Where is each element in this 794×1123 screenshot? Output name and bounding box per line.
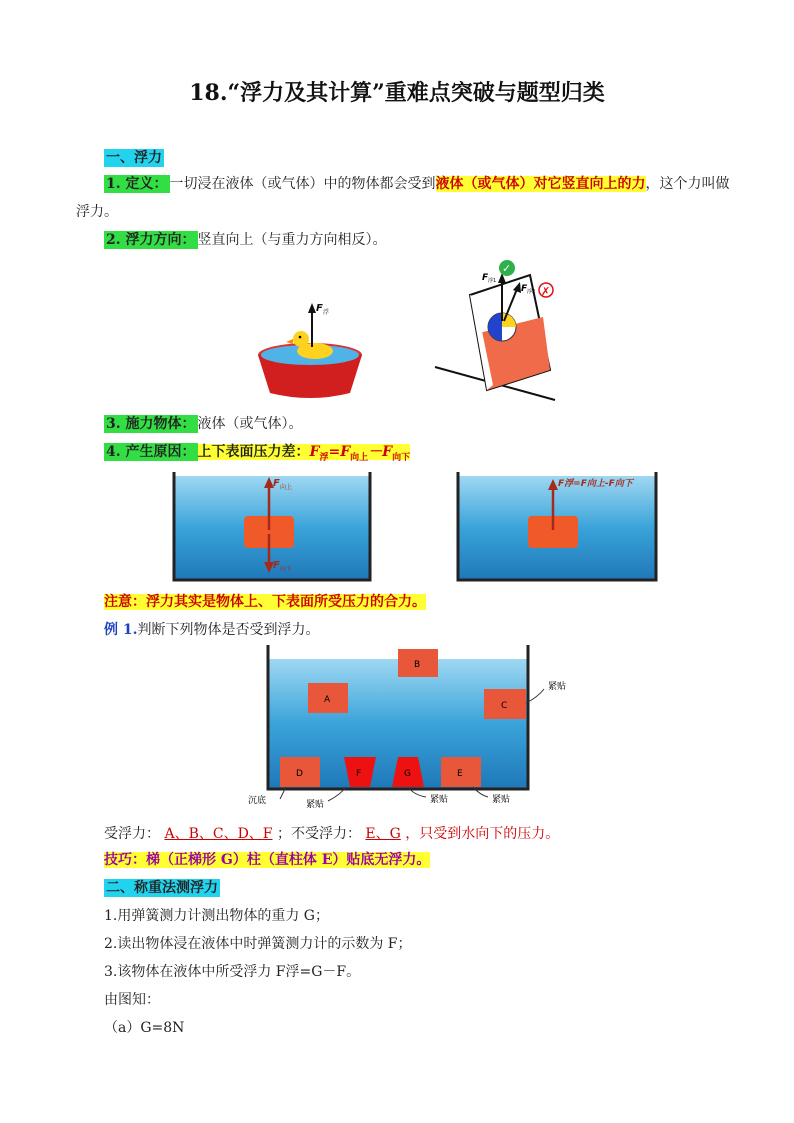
svg-text:C: C (501, 701, 508, 711)
f1-label: F (482, 273, 489, 283)
svg-text:G: G (404, 769, 411, 779)
definition-label: 1. 定义： (106, 176, 168, 192)
page-title: 18.“浮力及其计算”重难点突破与题型归类 (189, 80, 605, 106)
answer-label-2: ；不受浮力： (276, 826, 361, 842)
direction-line (104, 230, 387, 250)
svg-text:E: E (457, 769, 463, 779)
cause-line (104, 442, 410, 468)
note-text: 注意：浮力其实是物体上、下表面所受压力的合力。 (104, 594, 426, 610)
annot-f: 紧贴 (306, 800, 325, 810)
example-1-figure (248, 645, 588, 810)
cause-text: 上下表面压力差： (197, 444, 310, 460)
section-2-heading (104, 878, 220, 898)
force-source-text: 液体（或气体）。 (197, 416, 303, 432)
answer-value-2: E、G (365, 826, 401, 842)
definition-highlight: 液体（或气体）对它竖直向上的力 (435, 176, 646, 192)
section-1-heading (104, 148, 164, 168)
svg-text:✓: ✓ (502, 262, 512, 275)
svg-text:D: D (296, 769, 303, 779)
net-force-formula: F浮=F向上-F向下 (558, 479, 633, 489)
definition-line (104, 174, 730, 194)
annot-d: 沉底 (248, 796, 267, 806)
f2-label: F (521, 284, 528, 294)
answer-label-1: 受浮力： (104, 826, 160, 842)
tip-text: 技巧：梯（正梯形 G）柱（直柱体 E）贴底无浮力。 (104, 852, 431, 868)
definition-text-1: 一切浸在液体（或气体）中的物体都会受到 (169, 176, 436, 192)
cause-label: 4. 产生原因： (106, 444, 196, 460)
svg-text:F: F (356, 769, 362, 779)
f-down-sub: 向下 (280, 566, 293, 573)
f1-sub: 浮1 (488, 278, 497, 284)
annot-e: 紧贴 (492, 795, 511, 805)
direction-text: 竖直向上（与重力方向相反）。 (197, 232, 387, 248)
svg-text:✗: ✗ (541, 285, 551, 298)
cause-formula: $F_浮=F_{向上}-F_{向下}$ (309, 444, 411, 463)
annot-g: 紧贴 (430, 795, 449, 805)
answer-line (104, 824, 559, 844)
section-2-heading-text: 二、称重法测浮力 (106, 880, 218, 896)
svg-text:B: B (414, 660, 421, 670)
step-2: 2.读出物体浸在液体中时弹簧测力计的示数为 F； (104, 936, 412, 952)
f-buoyancy-label: F (316, 303, 323, 314)
direction-label: 2. 浮力方向： (106, 232, 196, 248)
example-1-text: 判断下列物体是否受到浮力。 (137, 622, 320, 638)
note-line (104, 592, 426, 612)
f-buoyancy-sub: 浮 (323, 309, 330, 316)
example-1-line (104, 620, 320, 640)
svg-text:A: A (324, 695, 331, 705)
tip-line (104, 850, 430, 870)
example-1-label: 例 1. (104, 622, 138, 638)
pressure-difference-figure (170, 472, 660, 584)
force-source-label: 3. 施力物体： (106, 416, 196, 432)
section-1-heading-text: 一、浮力 (106, 150, 162, 166)
answer-value-1: A、B、C、D、F (164, 826, 273, 842)
buoyancy-direction-figure (255, 255, 565, 407)
f-up-sub: 向上 (280, 484, 293, 491)
force-source-line (104, 414, 303, 434)
f-down-label: F (273, 560, 280, 571)
item-a: （a）G=8N (104, 1020, 185, 1036)
step-3: 3.该物体在液体中所受浮力 F浮=G－F。 (104, 964, 361, 980)
f-up-label: F (273, 478, 280, 489)
from-figure: 由图知： (104, 992, 160, 1008)
answer-text-3: ，只受到水向下的压力。 (405, 826, 560, 842)
definition-text-2: ，这个力叫做 (645, 176, 730, 192)
step-1: 1.用弹簧测力计测出物体的重力 G； (104, 908, 329, 924)
definition-line-2: 浮力。 (76, 204, 118, 220)
f2-sub: 浮2 (527, 289, 536, 295)
annot-c: 紧贴 (548, 682, 567, 692)
